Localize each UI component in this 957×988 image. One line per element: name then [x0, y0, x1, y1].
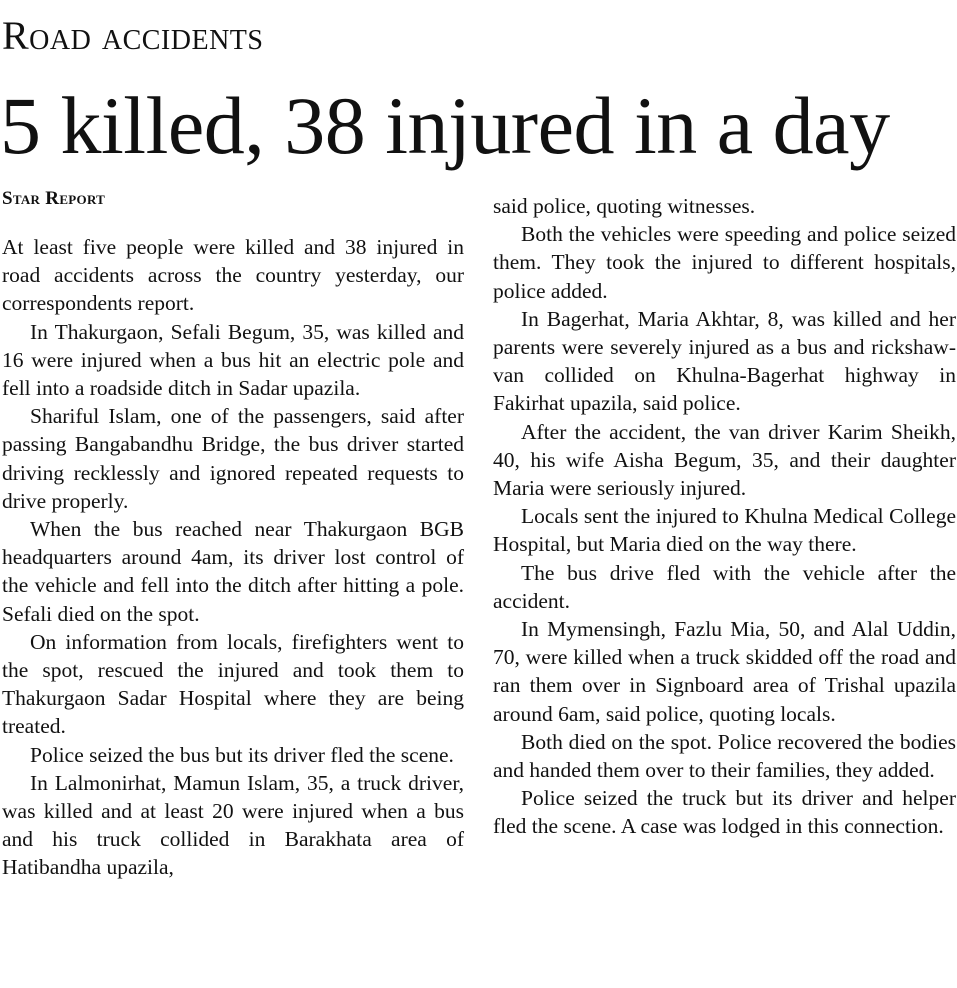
paragraph: Both died on the spot. Police recovered the bodies and handed them over to their families, they added. [493, 729, 956, 783]
section-kicker: Road accidents [2, 13, 264, 58]
paragraph: said police, quoting witnesses. [493, 194, 756, 218]
paragraph: The bus drive fled with the vehicle after the accident. [493, 560, 956, 613]
paragraph: Police seized the bus but its driver fled the scene. [30, 742, 454, 767]
paragraph: Locals sent the injured to Khulna Medical College Hospital, but Maria died on the way there. [493, 504, 956, 557]
paragraph: On information from locals, firefighters went to the spot, rescued the injured and took them to Thakurgaon Sadar Hospital where they are being treated. [2, 629, 464, 739]
paragraph: Shariful Islam, one of the passengers, said after passing Bangabandhu Bridge, the bus driver started driving recklessly and ignored repeated requests to drive properly. [2, 404, 464, 513]
article-column-right [493, 192, 956, 841]
paragraph: Both the vehicles were speeding and police seized them. They took the injured to different hospitals, police added. [493, 222, 956, 303]
paragraph: At least five people were killed and 38 injured in road accidents across the country yesterday, our correspondents report. [2, 235, 464, 316]
paragraph: When the bus reached near Thakurgaon BGB headquarters around 4am, its driver lost control of the vehicle and fell into the ditch after hitting a pole. Sefali died on the spot. [2, 517, 464, 626]
paragraph: After the accident, the van driver Karim Sheikh, 40, his wife Aisha Begum, 35, and their daughter Maria were seriously injured. [493, 419, 956, 501]
byline: Star Report [2, 188, 106, 209]
paragraph: In Mymensingh, Fazlu Mia, 50, and Alal Uddin, 70, were killed when a truck skidded off the road and ran them over in Signboard area of Trishal upazila around 6am, said police, quoting locals. [493, 617, 956, 726]
paragraph: Police seized the truck but its driver and helper fled the scene. A case was lodged in this connection. [493, 786, 956, 839]
paragraph: In Lalmonirhat, Mamun Islam, 35, a truck driver, was killed and at least 20 were injured when a bus and his truck collided in Barakhata area of Hatibandha upazila, [2, 770, 464, 880]
paragraph: In Bagerhat, Maria Akhtar, 8, was killed and her parents were severely injured as a bus and rickshaw-van collided on Khulna-Bagerhat highway in Fakirhat upazila, said police. [493, 306, 956, 416]
paragraph: In Thakurgaon, Sefali Begum, 35, was killed and 16 were injured when a bus hit an electric pole and fell into a roadside ditch in Sadar upazila. [2, 319, 464, 401]
article-column-left [2, 233, 464, 882]
headline: 5 killed, 38 injured in a day [0, 80, 890, 171]
